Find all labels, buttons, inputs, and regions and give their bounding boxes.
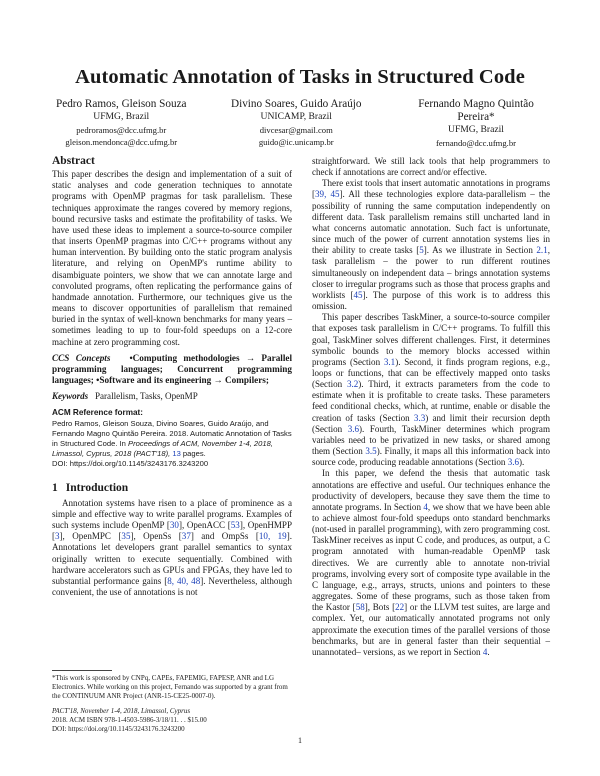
intro-paragraph xyxy=(52,498,292,598)
author-group-3 xyxy=(406,98,546,149)
author-email[interactable]: gleison.mendonca@dcc.ufmg.br xyxy=(65,137,178,148)
body-paragraph xyxy=(312,312,550,468)
citation-link[interactable]: 37 xyxy=(181,531,191,542)
text-run: This paper describes TaskMiner, a source-to-source compiler that exposes task parallelism in C/C++ programs. To fulfill this goal, TaskMiner solves different challenges. First, it determines symbolic bounds to the memory blocks accessed within programs (Section xyxy=(312,312,550,367)
citation-link[interactable]: 8, 40, 48 xyxy=(167,575,201,586)
text-run: ], OpenACC [ xyxy=(178,520,231,531)
text-run: ). Second, it finds program regions, e.g., loops or functions, that can be effectively mapped onto tasks (Section xyxy=(312,356,550,390)
author-group-1 xyxy=(56,98,187,149)
citation-link[interactable]: 39, 45 xyxy=(315,189,340,200)
author-group-2 xyxy=(231,98,362,149)
reference-venue: Proceedings of ACM, November 1-4, 2018, Limassol, Cyprus, 2018 (PACT'18), xyxy=(52,438,273,458)
citation-link[interactable]: 30 xyxy=(169,520,179,531)
author-affiliation: UFMG, Brazil xyxy=(448,124,504,135)
citation-link[interactable]: 5 xyxy=(419,245,424,256)
section-link[interactable]: 3.6 xyxy=(347,423,360,434)
body-paragraph: straightforward. We still lack tools that help programmers to check if annotations are correct and/or effective. xyxy=(312,156,550,178)
text-run: ]. As we illustrate in Section xyxy=(423,245,537,256)
author-names: Fernando Magno Quintão Pereira* xyxy=(418,98,534,123)
text-run: ]. The purpose of this work is to address this omission. xyxy=(312,289,550,312)
reference-format xyxy=(52,419,292,469)
footnote-area xyxy=(52,670,292,734)
section-number: 1 xyxy=(52,481,58,494)
text-run: In this paper, we defend the thesis that automatic task annotations are effective and useful. Our techniques enhance the productivity of developers, because they save them the time to annotate programs. In Section xyxy=(312,468,550,512)
keywords-label: Keywords xyxy=(52,391,89,402)
paper-title: Automatic Annotation of Tasks in Structured Code xyxy=(75,66,525,88)
text-run: ], OpenHMPP [ xyxy=(52,520,292,542)
page-number: 1 xyxy=(298,736,302,745)
text-run: ] or the LLVM test suites, are large and complex. Yet, our automatically annotated programs not only approximate the execution times of the parallel versions of those benchmarks, but are in general faster than their sequential –unannotated– versions, as we report in Section xyxy=(312,602,550,657)
text-run: There exist tools that insert automatic annotations in programs [ xyxy=(312,178,550,200)
citation-link[interactable]: 53 xyxy=(230,520,240,531)
reference-pages: pages. xyxy=(182,448,206,458)
abstract-text: This paper describes the design and implementation of a suit of static analyses and code generation techniques to annotate programs with OpenMP pragmas for task parallelism. These techniques approximate the ranges covered by memory regions, bound recursive tasks and estimate the profitability of tasks. We have used these ideas to implement a source-to-source compiler that inserts OpenMP pragmas into C/C++ programs without any human intervention. By building onto the static program analysis literature, and relying on OpenMP's runtime ability to disambiguate pointers, we show that we can annotate large and convoluted programs, often replicating the performance gains of handmade annotation. Furthermore, our techniques give us the means to discover opportunities of parallelism that remained buried in the syntax of well-known benchmarks for many years – sometimes leading to up to four-fold speedups on a 12-core machine at zero programming cost. xyxy=(52,169,292,347)
text-run: ], OpenMPC [ xyxy=(59,531,122,542)
text-run: ] and OmpSs [ xyxy=(190,531,259,542)
citation-link[interactable]: 35 xyxy=(121,531,131,542)
section-link[interactable]: 3.1 xyxy=(383,356,396,367)
author-names: Pedro Ramos, Gleison Souza xyxy=(56,98,187,110)
author-email[interactable]: pedroramos@dcc.ufmg.br xyxy=(76,124,167,135)
citation-link[interactable]: 3 xyxy=(55,531,60,542)
text-run: ) and limit their recursion depth (Section xyxy=(312,412,550,434)
text-run: , we show that we have been able to achieve almost four-fold speedups onto standard benchmarks (not-used in parallel programming), with zero programming cost. TaskMiner receives as input C code, and produces, as output, a C program annotated with human-readable OpenMP task directives. We are currently able to annotate non-trivial programs, involving every sort of composite type available in the C language, e.g., arrays, structs, unions and pointers to these aggregates. Some of these programs, such as those taken from the Kastor [ xyxy=(312,501,550,613)
text-run: ]. All these technologies explore data-parallelism – the possibility of running the same computation independently on different data. Task parallelism remains still uncharted land in what concerns automatic annotation. Such fact is unfortunate, since much of the power of current annotation systems lies in their ability to create tasks [ xyxy=(312,189,550,256)
section-link[interactable]: 2.1 xyxy=(536,245,548,256)
abstract-heading: Abstract xyxy=(52,155,95,167)
reference-heading: ACM Reference format: xyxy=(52,408,143,418)
reference-authors: Pedro Ramos, Gleison Souza, Divino Soares, Guido Araújo, and Fernando Magno Quintão Pereira. 2018. Automatic Annotation of Tasks in Structured Code. In xyxy=(52,418,292,448)
ccs-text: •Computing methodologies → Parallel programming languages; Concurrent programming languages; •Software and its engineering → Compilers; xyxy=(52,352,293,386)
author-affiliation: UFMG, Brazil xyxy=(93,111,150,122)
section-link[interactable]: 4 xyxy=(423,501,428,512)
copyright-venue: PACT'18, November 1-4, 2018, Limassol, Cyprus xyxy=(52,707,191,715)
author-block xyxy=(56,98,546,149)
reference-doi[interactable]: DOI: https://doi.org/10.1145/3243176.3243200 xyxy=(52,458,209,468)
ccs-concepts xyxy=(52,353,292,387)
footnote: *This work is sponsored by CNPq, CAPEs, FAPEMIG, FAPESP, ANR and LG Electronics. While working on this project, Fernando was supported by a grant from the CONTINUUM ANR Project (ANR-15-CE25-0007-0). xyxy=(52,674,288,700)
text-run: , task parallelism – the power to run different routines simultaneously on independent data – brings annotation systems closer to irregular programs such as those that process graphs and worklists [ xyxy=(312,245,550,300)
copyright-doi[interactable]: DOI: https://doi.org/10.1145/3243176.3243200 xyxy=(52,725,185,733)
citation-link[interactable]: 22 xyxy=(395,602,405,613)
text-run: ). Third, it extracts parameters from the code to estimate when it is profitable to create tasks. These parameters feed conditional checks, which, at runtime, enable or disable the creation of tasks (Section xyxy=(312,379,550,423)
section-link[interactable]: 3.2 xyxy=(346,379,359,390)
text-run: . xyxy=(487,646,490,657)
reference-pages-link[interactable]: 13 xyxy=(172,448,181,458)
section-title: Introduction xyxy=(65,481,129,494)
author-email[interactable]: fernando@dcc.ufmg.br xyxy=(436,137,516,148)
author-affiliation: UNICAMP, Brazil xyxy=(260,111,332,122)
section-link[interactable]: 3.6 xyxy=(507,457,520,468)
keywords xyxy=(52,391,292,402)
citation-link[interactable]: 45 xyxy=(353,289,363,300)
keywords-text: Parallelism, Tasks, OpenMP xyxy=(95,391,198,402)
section-link[interactable]: 3.3 xyxy=(413,412,426,423)
text-run: ). xyxy=(519,457,525,468)
author-email[interactable]: divcesar@gmail.com xyxy=(259,124,333,135)
footnote-rule xyxy=(52,670,112,671)
author-names: Divino Soares, Guido Araújo xyxy=(231,98,362,110)
text-run: ], OpenSs [ xyxy=(130,531,182,542)
section-link[interactable]: 3.5 xyxy=(365,446,377,457)
section-heading-introduction xyxy=(52,483,292,494)
ccs-label: CCS Concepts xyxy=(52,352,111,363)
right-column xyxy=(312,156,550,658)
author-email[interactable]: guido@ic.unicamp.br xyxy=(258,137,334,148)
citation-link[interactable]: 58 xyxy=(355,602,365,613)
copyright-isbn: 2018. ACM ISBN 978-1-4503-5986-3/18/11. . . $15.00 xyxy=(52,716,207,724)
left-column xyxy=(52,156,292,598)
text-run: ]. Annotations let developers grant parallel semantics to syntax originally written to execute sequentially. Combined with hardware accelerators such as GPUs and FPGAs, they have led to substantial performance gains [ xyxy=(52,531,292,586)
text-run: ). Fourth, TaskMiner determines which program variables need to be privatized in new tasks, or shared among them (Section xyxy=(312,423,550,457)
copyright-block xyxy=(52,707,292,734)
text-run: ]. Nevertheless, although convenient, the use of annotations is not xyxy=(52,575,292,597)
text-run: Annotation systems have risen to a place of prominence as a simple and effective way to write parallel programs. Examples of such systems include OpenMP [ xyxy=(52,497,292,531)
body-paragraph xyxy=(312,468,550,658)
section-link[interactable]: 4 xyxy=(482,646,488,657)
body-paragraph xyxy=(312,178,550,312)
text-run: ], Bots [ xyxy=(364,602,396,613)
text-run: ). Finally, it maps all this information back into source code, producing readable annotations (Section xyxy=(312,446,550,468)
citation-link[interactable]: 10, 19 xyxy=(258,531,287,542)
